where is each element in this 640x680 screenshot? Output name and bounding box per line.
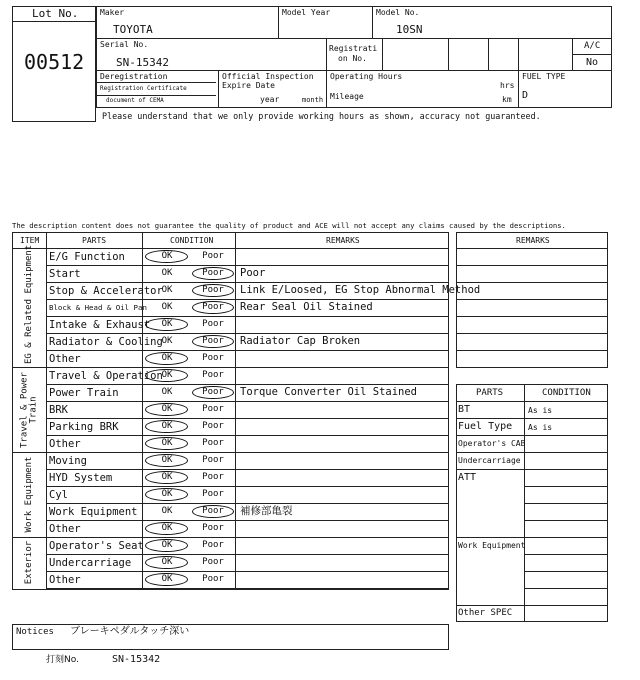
part-name: Intake & Exhaust (49, 319, 151, 331)
att-label: ATT (458, 472, 477, 483)
ok-selected-mark (145, 318, 188, 331)
condition-header: CONDITION (170, 236, 214, 245)
maker-value: TOYOTA (113, 23, 153, 36)
poor-option[interactable]: Poor (202, 387, 224, 397)
ok-option[interactable]: OK (161, 557, 173, 567)
ok-selected-mark (145, 420, 188, 433)
ok-option[interactable]: OK (161, 506, 173, 516)
registration-label-1: Registrati (329, 44, 378, 53)
operating-hours-label: Operating Hours (330, 72, 403, 81)
inspection-label-line1: Official Inspection (222, 72, 314, 81)
ok-option[interactable]: OK (161, 489, 173, 499)
work-equipment-part-label: Work Equipment (458, 541, 526, 550)
ok-selected-mark (145, 539, 188, 552)
hrs-label: hrs (500, 81, 515, 90)
fuel-type-value: D (522, 90, 529, 101)
part-name: Moving (49, 455, 87, 467)
model-year-label: Model Year (282, 8, 331, 17)
item-header: ITEM (20, 236, 40, 245)
model-no-label: Model No. (376, 8, 420, 17)
poor-selected-mark (192, 267, 234, 280)
notices-label: Notices (16, 627, 54, 637)
operator-cab-label: Operator's CAB (458, 439, 526, 448)
right-condition-header: CONDITION (542, 388, 591, 398)
part-name: Radiator & Cooling (49, 336, 163, 348)
poor-selected-mark (192, 284, 234, 297)
ok-selected-mark (145, 573, 188, 586)
ok-selected-mark (145, 403, 188, 416)
remark-text: Link E/Loosed, EG Stop Abnormal Method (240, 284, 481, 296)
ok-selected-mark (145, 369, 188, 382)
poor-option[interactable]: Poor (202, 574, 224, 584)
part-name: Power Train (49, 387, 119, 399)
ok-option[interactable]: OK (161, 370, 173, 380)
part-name: Other (49, 353, 81, 365)
poor-option[interactable]: Poor (202, 353, 224, 363)
part-name: Start (49, 268, 81, 280)
part-name: Other (49, 438, 81, 450)
engraving-label: 打刻No. (46, 655, 79, 665)
notices-text: ブレーキペダルタッチ深い (70, 626, 190, 637)
fuel-type-part-label: Fuel Type (458, 421, 513, 432)
ok-selected-mark (145, 454, 188, 467)
month-label: month (302, 96, 324, 104)
maker-label: Maker (100, 8, 125, 17)
poor-option[interactable]: Poor (202, 557, 224, 567)
part-name: Undercarriage (49, 557, 132, 569)
item-group-label: EG & Related Equipment (23, 244, 34, 364)
poor-option[interactable]: Poor (202, 404, 224, 414)
ok-selected-mark (145, 556, 188, 569)
model-no-value: 10SN (396, 23, 423, 36)
ok-option[interactable]: OK (161, 302, 173, 312)
parts-header: PARTS (82, 236, 107, 245)
ok-option[interactable]: OK (161, 438, 173, 448)
part-name: Stop & Accelerator (49, 285, 163, 297)
part-name: Parking BRK (49, 421, 119, 433)
ok-selected-mark (145, 250, 188, 263)
poor-option[interactable]: Poor (202, 455, 224, 465)
fuel-type-label: FUEL TYPE (522, 72, 566, 81)
remark-text: Radiator Cap Broken (240, 335, 361, 347)
ok-option[interactable]: OK (161, 387, 173, 397)
ac-label: A/C (584, 41, 601, 51)
serial-value: SN-15342 (116, 56, 169, 69)
item-group-label: Exterior (23, 540, 34, 584)
poor-option[interactable]: Poor (202, 438, 224, 448)
ok-selected-mark (145, 471, 188, 484)
remark-text: Torque Converter Oil Stained (240, 386, 418, 398)
poor-option[interactable]: Poor (202, 336, 224, 346)
poor-option[interactable]: Poor (202, 319, 224, 329)
poor-option[interactable]: Poor (202, 285, 224, 295)
remark-text: Poor (240, 267, 266, 279)
remark-text: Rear Seal Oil Stained (240, 301, 373, 313)
ok-option[interactable]: OK (161, 268, 173, 278)
ok-option[interactable]: OK (161, 574, 173, 584)
poor-option[interactable]: Poor (202, 302, 224, 312)
lot-label: Lot No. (32, 7, 79, 20)
registration-label-2: on No. (338, 54, 367, 63)
part-name: Operator's Seat (49, 540, 144, 552)
remarks-header: REMARKS (326, 236, 360, 245)
working-hours-note: Please understand that we only provide working hours as shown, accuracy not guaranteed. (102, 111, 541, 121)
poor-option[interactable]: Poor (202, 421, 224, 431)
engraving-number: SN-15342 (112, 654, 161, 665)
poor-option[interactable]: Poor (202, 540, 224, 550)
registration-certificate-label: Registration Certificate (100, 85, 187, 92)
km-label: km (502, 95, 512, 104)
ok-selected-mark (145, 352, 188, 365)
inspection-label-line2: Expire Date (222, 81, 275, 90)
poor-option[interactable]: Poor (202, 268, 224, 278)
right-remarks-header: REMARKS (516, 236, 550, 245)
part-name: E/G Function (49, 251, 125, 263)
poor-selected-mark (192, 301, 234, 314)
part-name: Work Equipment (49, 506, 138, 518)
ok-option[interactable]: OK (161, 336, 173, 346)
part-name: Travel & Operation (49, 370, 163, 382)
poor-option[interactable]: Poor (202, 251, 224, 261)
part-name: Block & Head & Oil Pan (49, 303, 147, 312)
part-name: BRK (49, 404, 68, 416)
other-spec-label: Other SPEC (458, 608, 513, 618)
right-parts-header: PARTS (476, 388, 504, 398)
ok-option[interactable]: OK (161, 319, 173, 329)
poor-selected-mark (192, 505, 234, 518)
ok-option[interactable]: OK (161, 285, 173, 295)
bt-label: BT (458, 404, 471, 415)
part-name: HYD System (49, 472, 113, 484)
poor-option[interactable]: Poor (202, 506, 224, 516)
remark-text: 補修部亀裂 (240, 505, 293, 517)
poor-option[interactable]: Poor (202, 489, 224, 499)
ok-option[interactable]: OK (161, 421, 173, 431)
ok-option[interactable]: OK (161, 404, 173, 414)
cema-document-label: document of CEMA (106, 97, 164, 104)
poor-selected-mark (192, 335, 234, 348)
ok-option[interactable]: OK (161, 251, 173, 261)
serial-label: Serial No. (100, 40, 149, 49)
part-name: Cyl (49, 489, 68, 501)
ok-option[interactable]: OK (161, 540, 173, 550)
ok-option[interactable]: OK (161, 455, 173, 465)
bt-condition: As is (528, 406, 553, 415)
poor-option[interactable]: Poor (202, 472, 224, 482)
ok-selected-mark (145, 522, 188, 535)
deregistration-label: Deregistration (100, 72, 168, 81)
poor-option[interactable]: Poor (202, 523, 224, 533)
lot-number: 00512 (24, 50, 85, 74)
ok-option[interactable]: OK (161, 353, 173, 363)
ok-selected-mark (145, 437, 188, 450)
poor-option[interactable]: Poor (202, 370, 224, 380)
part-name: Other (49, 574, 81, 586)
ok-option[interactable]: OK (161, 523, 173, 533)
part-name: Other (49, 523, 81, 535)
disclaimer: The description content does not guarantee the quality of product and ACE will not accept any claims caused by the descriptions. (12, 221, 566, 230)
ok-option[interactable]: OK (161, 472, 173, 482)
ok-selected-mark (145, 488, 188, 501)
fuel-type-condition: As is (528, 423, 553, 432)
year-label: year (260, 95, 280, 104)
mileage-label: Mileage (330, 92, 364, 101)
item-group-label: Work Equipment (23, 456, 34, 532)
undercarriage-part-label: Undercarriage (458, 456, 521, 465)
poor-selected-mark (192, 386, 234, 399)
ac-value: No (586, 57, 599, 68)
item-group-label: Travel & Power Train (19, 371, 38, 448)
